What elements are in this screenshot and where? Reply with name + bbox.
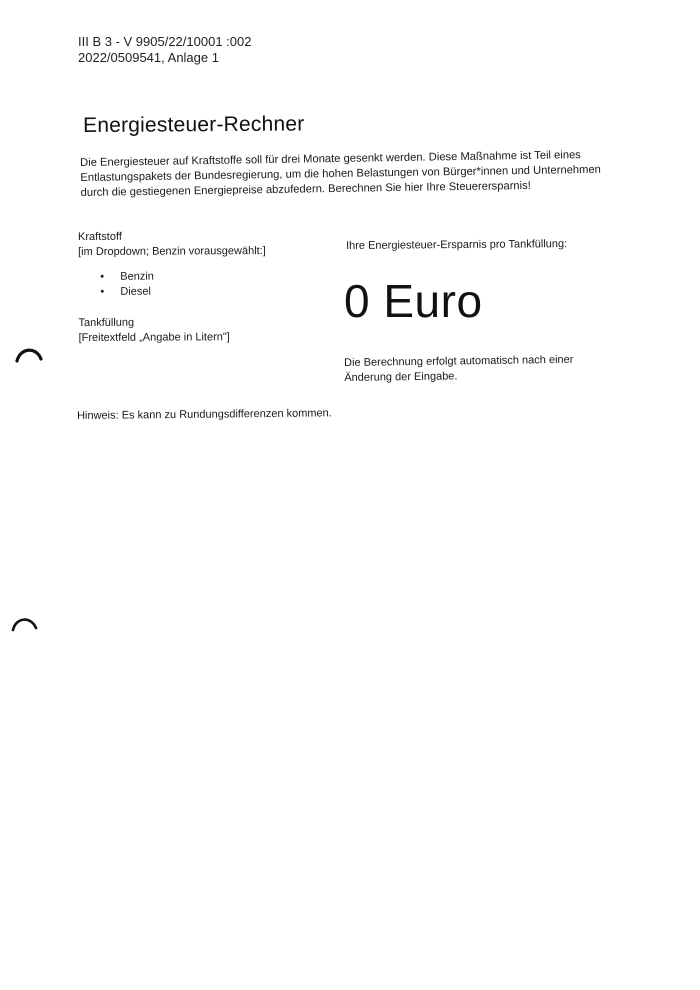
punch-hole-mark-icon: [14, 342, 44, 364]
rounding-hint: Hinweis: Es kann zu Rundungsdifferenzen kommen.: [77, 407, 332, 422]
result-label: Ihre Energiesteuer-Ersparnis pro Tankfüllung:: [346, 238, 568, 252]
reference-line-1: III B 3 - V 9905/22/10001 :002: [78, 34, 252, 49]
fuel-option-diesel[interactable]: [78, 284, 266, 300]
calculation-note-line-2: Änderung der Eingabe.: [344, 370, 458, 384]
fuel-option-label: Benzin: [120, 270, 154, 283]
intro-line-3: durch die gestiegenen Energiepreise abzufedern. Berechnen Sie hier Ihre Steuerersparnis!: [80, 179, 531, 199]
document-reference: [78, 34, 251, 66]
input-section: [78, 229, 266, 346]
intro-line-1: Die Energiesteuer auf Kraftstoffe soll für drei Monate gesenkt werden. Diese Maßnahme ist Teil eines: [80, 149, 581, 169]
fuel-label: Kraftstoff: [78, 230, 122, 243]
punch-hole-mark-icon: [10, 612, 40, 634]
fuel-option-benzin[interactable]: [78, 269, 266, 285]
bullet-icon: •: [100, 270, 105, 283]
fuel-option-label: Diesel: [120, 285, 151, 298]
page-title: Energiesteuer-Rechner: [83, 112, 305, 137]
fuel-note: [im Dropdown; Benzin vorausgewählt:]: [78, 245, 266, 258]
bullet-icon: •: [100, 285, 105, 298]
tank-section: [78, 315, 266, 346]
tank-note: [Freitextfeld „Angabe in Litern"]: [78, 331, 230, 344]
intro-text: [80, 148, 621, 201]
calculation-note: [344, 352, 604, 386]
calculation-note-line-1: Die Berechnung erfolgt automatisch nach einer: [344, 353, 574, 369]
result-value: 0 Euro: [344, 275, 483, 327]
tank-label: Tankfüllung: [78, 316, 135, 329]
intro-line-2: Entlastungspakets der Bundesregierung, um die hohen Belastungen von Bürger*innen und Unternehmen: [80, 163, 601, 184]
fuel-options-list: [78, 269, 266, 300]
reference-line-2: 2022/0509541, Anlage 1: [78, 50, 219, 65]
